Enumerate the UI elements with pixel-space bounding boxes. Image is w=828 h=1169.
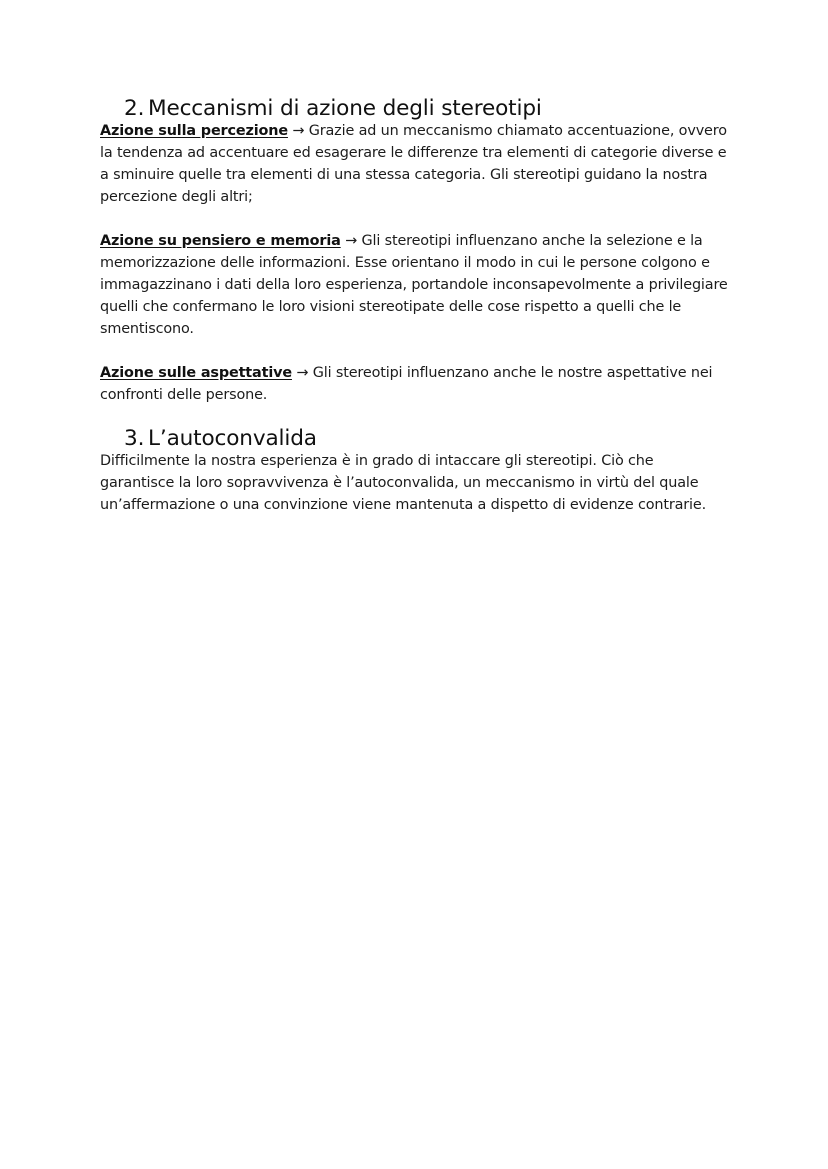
spacer bbox=[100, 406, 730, 428]
document-page bbox=[100, 98, 730, 516]
section-3-heading bbox=[100, 428, 730, 450]
arrow-icon: → bbox=[292, 123, 305, 139]
section-2-heading bbox=[100, 98, 730, 120]
paragraph-pensiero bbox=[100, 230, 730, 340]
paragraph-autoconvalida: Difficilmente la nostra esperienza è in grado di intaccare gli stereotipi. Ciò che garantisce la loro sopravvivenza è l’autoconvalida, un meccanismo in virtù del quale un’affermazione o una convinzione viene mantenuta a dispetto di evidenze contrarie. bbox=[100, 453, 707, 513]
section-3-title: L’autoconvalida bbox=[148, 426, 317, 451]
section-2-title: Meccanismi di azione degli stereotipi bbox=[148, 96, 542, 121]
term-pensiero: Azione su pensiero e memoria bbox=[100, 233, 341, 249]
paragraph-percezione bbox=[100, 120, 730, 208]
term-aspettative: Azione sulle aspettative bbox=[100, 365, 292, 381]
section-3-number: 3. bbox=[124, 426, 145, 451]
term-percezione: Azione sulla percezione bbox=[100, 123, 288, 139]
section-2-number: 2. bbox=[124, 96, 145, 121]
paragraph-aspettative bbox=[100, 362, 730, 406]
text-pensiero: Gli stereotipi influenzano anche la selezione e la memorizzazione delle informazioni. Esse orientano il modo in cui le persone colgono e immagazzinano i dati della loro esperienza, portandole inconsapevolmente a privilegiare quelli che confermano le loro visioni stereotipate delle cose rispetto a quelli che le smentiscono. bbox=[100, 233, 728, 337]
spacer bbox=[100, 340, 730, 362]
spacer bbox=[100, 208, 730, 230]
text-percezione: Grazie ad un meccanismo chiamato accentuazione, ovvero la tendenza ad accentuare ed esagerare le differenze tra elementi di categorie diverse e a sminuire quelle tra elementi di una stessa categoria. Gli stereotipi guidano la nostra percezione degli altri; bbox=[100, 123, 727, 205]
text-aspettative: Gli stereotipi influenzano anche le nostre aspettative nei confronti delle persone. bbox=[100, 365, 713, 403]
arrow-icon: → bbox=[345, 233, 358, 249]
arrow-icon: → bbox=[296, 365, 309, 381]
